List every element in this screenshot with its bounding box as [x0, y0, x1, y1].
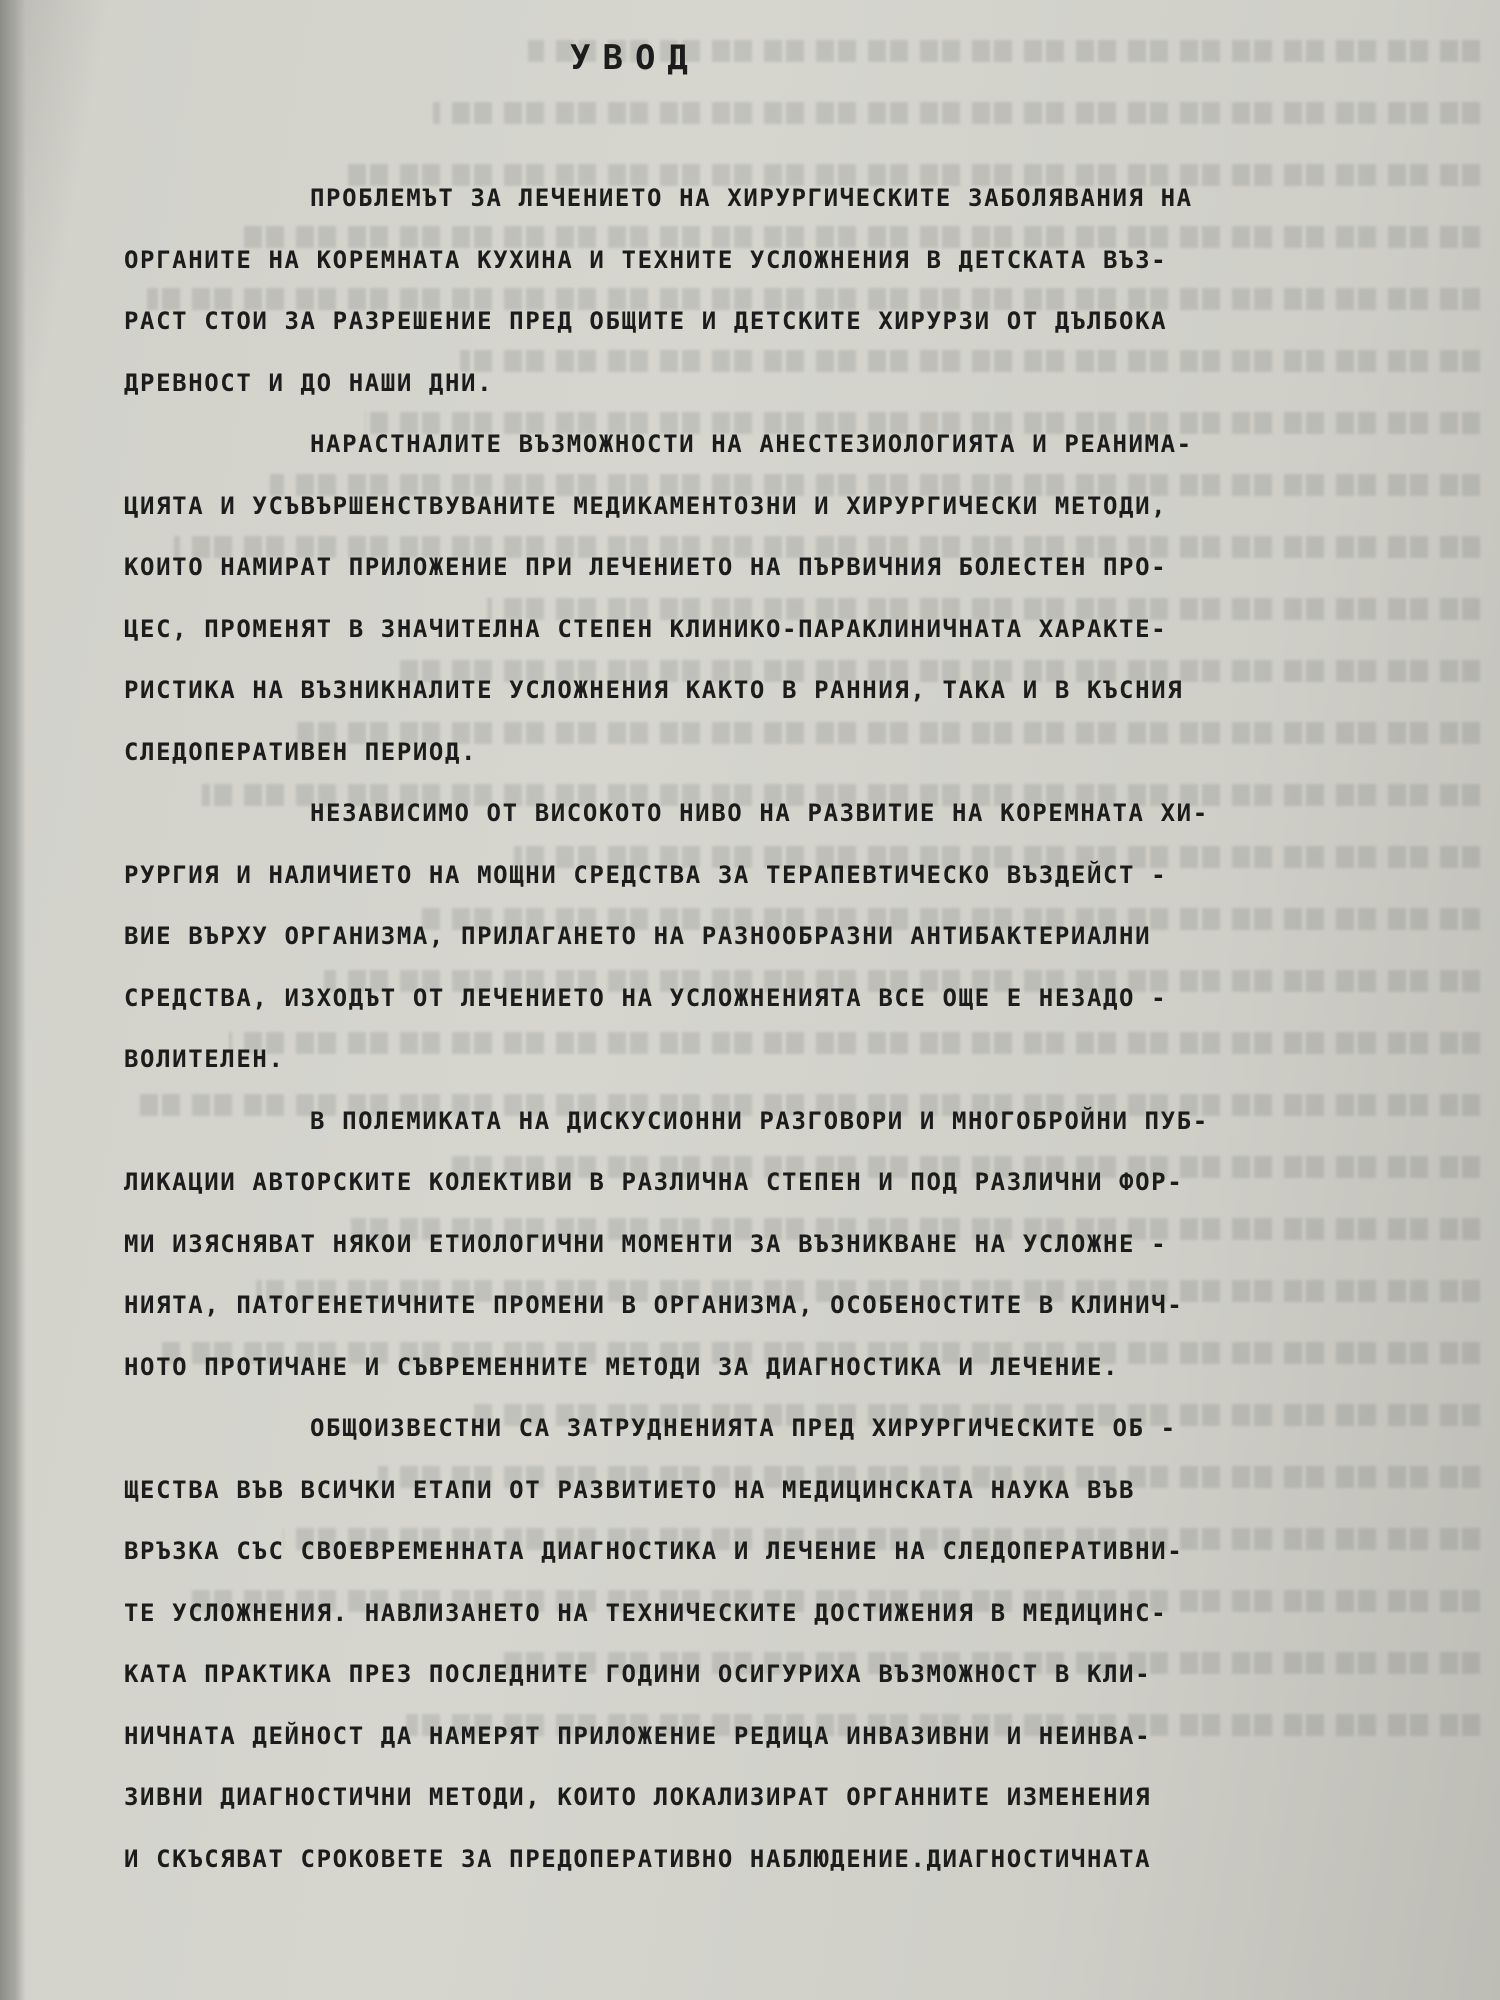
text-line: НИЧНАТА ДЕЙНОСТ ДА НАМЕРЯТ ПРИЛОЖЕНИЕ РЕДИЦА ИНВАЗИВНИ И НЕИНВА- — [124, 1721, 1152, 1750]
text-line: ЦЕС, ПРОМЕНЯТ В ЗНАЧИТЕЛНА СТЕПЕН КЛИНИКО-ПАРАКЛИНИЧНАТА ХАРАКТЕ- — [124, 614, 1168, 643]
text-line: ОРГАНИТЕ НА КОРЕМНАТА КУХИНА И ТЕХНИТЕ УСЛОЖНЕНИЯ В ДЕТСКАТА ВЪЗ- — [124, 245, 1168, 274]
text-line: РУРГИЯ И НАЛИЧИЕТО НА МОЩНИ СРЕДСТВА ЗА ТЕРАПЕВТИЧЕСКО ВЪЗДЕЙСТ - — [124, 860, 1168, 889]
text-line: И СКЪСЯВАТ СРОКОВЕТЕ ЗА ПРЕДОПЕРАТИВНО НАБЛЮДЕНИЕ.ДИАГНОСТИЧНАТА — [124, 1844, 1152, 1873]
paragraph-first-line: НЕЗАВИСИМО ОТ ВИСОКОТО НИВО НА РАЗВИТИЕ НА КОРЕМНАТА ХИ- — [310, 799, 1209, 827]
paragraph-first-line: НАРАСТНАЛИТЕ ВЪЗМОЖНОСТИ НА АНЕСТЕЗИОЛОГИЯТА И РЕАНИМА- — [310, 430, 1193, 458]
text-line: ВИЕ ВЪРХУ ОРГАНИЗМА, ПРИЛАГАНЕТО НА РАЗНООБРАЗНИ АНТИБАКТЕРИАЛНИ — [124, 922, 1152, 950]
text-line: ДРЕВНОСТ И ДО НАШИ ДНИ. — [124, 368, 494, 397]
paragraph-first-line: В ПОЛЕМИКАТА НА ДИСКУСИОННИ РАЗГОВОРИ И МНОГОБРОЙНИ ПУБ- — [310, 1106, 1209, 1135]
text-line: НИЯТА, ПАТОГЕНЕТИЧНИТЕ ПРОМЕНИ В ОРГАНИЗМА, ОСОБЕНОСТИТЕ В КЛИНИЧ- — [124, 1291, 1184, 1319]
text-line: КАТА ПРАКТИКА ПРЕЗ ПОСЛЕДНИТЕ ГОДИНИ ОСИГУРИХА ВЪЗМОЖНОСТ В КЛИ- — [124, 1660, 1152, 1688]
text-line: НОТО ПРОТИЧАНЕ И СЪВРЕМЕННИТЕ МЕТОДИ ЗА ДИАГНОСТИКА И ЛЕЧЕНИЕ. — [124, 1352, 1120, 1381]
text-line: ВРЪЗКА СЪС СВОЕВРЕМЕННАТА ДИАГНОСТИКА И ЛЕЧЕНИЕ НА СЛЕДОПЕРАТИВНИ- — [124, 1537, 1184, 1565]
text-line: РИСТИКА НА ВЪЗНИКНАЛИТЕ УСЛОЖНЕНИЯ КАКТО В РАННИЯ, ТАКА И В КЪСНИЯ — [124, 676, 1184, 704]
text-line: ЛИКАЦИИ АВТОРСКИТЕ КОЛЕКТИВИ В РАЗЛИЧНА СТЕПЕН И ПОД РАЗЛИЧНИ ФОР- — [124, 1168, 1184, 1196]
text-line: МИ ИЗЯСНЯВАТ НЯКОИ ЕТИОЛОГИЧНИ МОМЕНТИ ЗА ВЪЗНИКВАНЕ НА УСЛОЖНЕ - — [124, 1229, 1168, 1258]
text-line: ЩЕСТВА ВЪВ ВСИЧКИ ЕТАПИ ОТ РАЗВИТИЕТО НА МЕДИЦИНСКАТА НАУКА ВЪВ — [124, 1475, 1136, 1504]
text-line: ВОЛИТЕЛЕН. — [124, 1045, 285, 1073]
text-line: СРЕДСТВА, ИЗХОДЪТ ОТ ЛЕЧЕНИЕТО НА УСЛОЖНЕНИЯТА ВСЕ ОЩЕ Е НЕЗАДО - — [124, 983, 1168, 1012]
paragraph-first-line: ПРОБЛЕМЪТ ЗА ЛЕЧЕНИЕТО НА ХИРУРГИЧЕСКИТЕ ЗАБОЛЯВАНИЯ НА — [310, 184, 1193, 212]
text-line: СЛЕДОПЕРАТИВЕН ПЕРИОД. — [124, 737, 478, 766]
text-line: ЗИВНИ ДИАГНОСТИЧНИ МЕТОДИ, КОИТО ЛОКАЛИЗИРАТ ОРГАННИТЕ ИЗМЕНЕНИЯ — [124, 1783, 1152, 1811]
body-text — [124, 168, 1364, 1890]
paragraph-first-line: ОБЩОИЗВЕСТНИ СА ЗАТРУДНЕНИЯТА ПРЕД ХИРУРГИЧЕСКИТЕ ОБ - — [310, 1414, 1177, 1442]
text-line: ТЕ УСЛОЖНЕНИЯ. НАВЛИЗАНЕТО НА ТЕХНИЧЕСКИТЕ ДОСТИЖЕНИЯ В МЕДИЦИНС- — [124, 1598, 1168, 1627]
text-line: РАСТ СТОИ ЗА РАЗРЕШЕНИЕ ПРЕД ОБЩИТЕ И ДЕТСКИТЕ ХИРУРЗИ ОТ ДЪЛБОКА — [124, 307, 1168, 335]
text-line: ЦИЯТА И УСЪВЪРШЕНСТВУВАНИТЕ МЕДИКАМЕНТОЗНИ И ХИРУРГИЧЕСКИ МЕТОДИ, — [124, 491, 1168, 520]
text-line: КОИТО НАМИРАТ ПРИЛОЖЕНИЕ ПРИ ЛЕЧЕНИЕТО НА ПЪРВИЧНИЯ БОЛЕСТЕН ПРО- — [124, 553, 1168, 581]
page-title: УВОД — [570, 38, 700, 78]
